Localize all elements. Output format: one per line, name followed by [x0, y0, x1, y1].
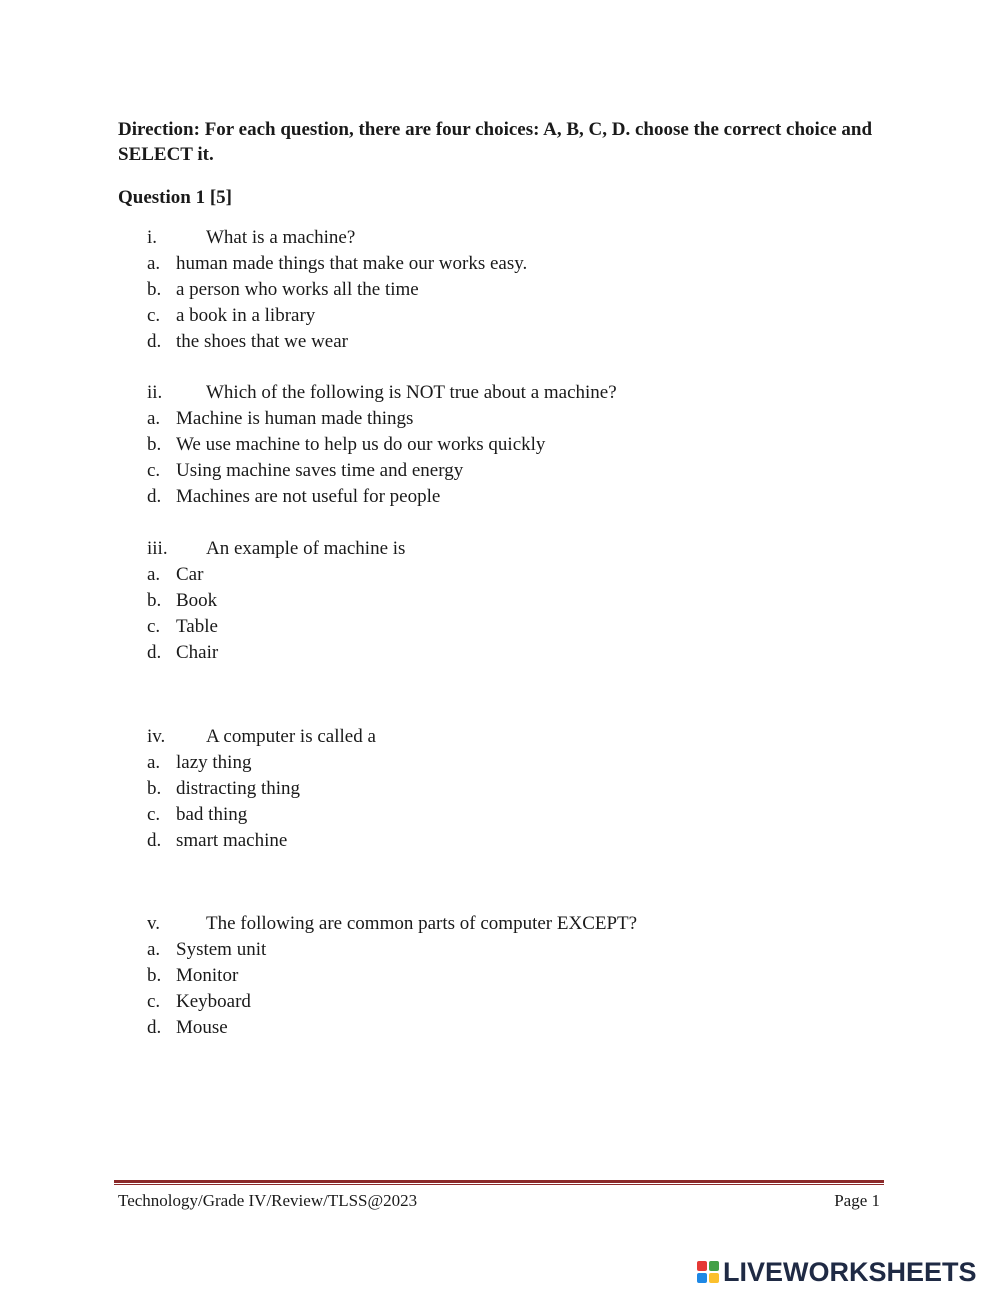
option-letter: a.	[147, 253, 161, 274]
option-text[interactable]: Chair	[176, 642, 219, 663]
option-4c[interactable]	[0, 802, 1000, 828]
logo-square-red	[697, 1261, 707, 1271]
option-text[interactable]: a person who works all the time	[176, 279, 419, 300]
question-line	[0, 724, 1000, 750]
option-5d[interactable]	[0, 1015, 1000, 1041]
option-letter: d.	[147, 331, 162, 352]
option-letter: d.	[147, 642, 162, 663]
liveworksheets-logo[interactable]	[697, 1258, 977, 1286]
option-letter: d.	[147, 1017, 162, 1038]
direction-text: Direction: For each question, there are four choices: A, B, C, D. choose the correct choice and SELECT it.	[118, 119, 873, 165]
option-letter: b.	[147, 279, 162, 300]
option-text[interactable]: Mouse	[176, 1017, 228, 1038]
question-block-4	[0, 724, 1000, 854]
liveworksheets-logo-text: LIVEWORKSHEETS	[723, 1257, 977, 1287]
question-number: ii.	[147, 382, 163, 403]
option-3c[interactable]	[0, 614, 1000, 640]
option-text[interactable]: human made things that make our works easy.	[176, 253, 528, 274]
option-4b[interactable]	[0, 776, 1000, 802]
option-text[interactable]: Car	[176, 564, 204, 585]
footer-divider	[114, 1180, 884, 1185]
option-2c[interactable]	[0, 458, 1000, 484]
logo-square-blue	[697, 1273, 707, 1283]
option-1c[interactable]	[0, 303, 1000, 329]
logo-square-green	[709, 1261, 719, 1271]
option-1d[interactable]	[0, 329, 1000, 355]
option-letter: c.	[147, 305, 161, 326]
option-letter: a.	[147, 939, 161, 960]
option-2a[interactable]	[0, 406, 1000, 432]
option-text[interactable]: distracting thing	[176, 778, 301, 799]
question-text: What is a machine?	[206, 227, 356, 248]
option-5a[interactable]	[0, 937, 1000, 963]
option-4d[interactable]	[0, 828, 1000, 854]
option-text[interactable]: Using machine saves time and energy	[176, 460, 464, 481]
question-line	[0, 536, 1000, 562]
option-letter: a.	[147, 752, 161, 773]
option-text[interactable]: Monitor	[176, 965, 239, 986]
option-text[interactable]: Machine is human made things	[176, 408, 414, 429]
option-text[interactable]: Machines are not useful for people	[176, 486, 441, 507]
question-number: iii.	[147, 538, 168, 559]
option-1b[interactable]	[0, 277, 1000, 303]
option-text[interactable]: smart machine	[176, 830, 288, 851]
question-text: A computer is called a	[206, 726, 376, 747]
option-text[interactable]: a book in a library	[176, 305, 316, 326]
question-number: i.	[147, 227, 158, 248]
option-4a[interactable]	[0, 750, 1000, 776]
liveworksheets-logo-icon	[697, 1261, 719, 1283]
question-line	[0, 225, 1000, 251]
question-heading: Question 1 [5]	[118, 187, 232, 208]
question-text: An example of machine is	[206, 538, 406, 559]
option-letter: b.	[147, 434, 162, 455]
option-letter: c.	[147, 804, 161, 825]
option-3a[interactable]	[0, 562, 1000, 588]
question-line	[0, 380, 1000, 406]
option-text[interactable]: Book	[176, 590, 218, 611]
option-text[interactable]: System unit	[176, 939, 267, 960]
option-5c[interactable]	[0, 989, 1000, 1015]
page-number: Page 1	[834, 1191, 880, 1210]
option-2d[interactable]	[0, 484, 1000, 510]
option-letter: c.	[147, 460, 161, 481]
option-letter: c.	[147, 991, 161, 1012]
option-letter: b.	[147, 590, 162, 611]
option-1a[interactable]	[0, 251, 1000, 277]
footer-course-label: Technology/Grade IV/Review/TLSS@2023	[118, 1191, 418, 1210]
option-letter: c.	[147, 616, 161, 637]
question-number: iv.	[147, 726, 166, 747]
option-text[interactable]: bad thing	[176, 804, 248, 825]
option-letter: a.	[147, 408, 161, 429]
option-3d[interactable]	[0, 640, 1000, 666]
option-text[interactable]: lazy thing	[176, 752, 252, 773]
question-block-2	[0, 380, 1000, 510]
question-text: The following are common parts of computer EXCEPT?	[206, 913, 638, 934]
option-letter: a.	[147, 564, 161, 585]
logo-square-yellow	[709, 1273, 719, 1283]
option-letter: d.	[147, 486, 162, 507]
option-letter: d.	[147, 830, 162, 851]
option-2b[interactable]	[0, 432, 1000, 458]
question-line	[0, 911, 1000, 937]
option-text[interactable]: We use machine to help us do our works quickly	[176, 434, 546, 455]
question-block-1	[0, 225, 1000, 355]
option-5b[interactable]	[0, 963, 1000, 989]
question-block-5	[0, 911, 1000, 1041]
question-text: Which of the following is NOT true about a machine?	[206, 382, 617, 403]
question-block-3	[0, 536, 1000, 666]
option-text[interactable]: Keyboard	[176, 991, 251, 1012]
option-letter: b.	[147, 965, 162, 986]
option-letter: b.	[147, 778, 162, 799]
question-number: v.	[147, 913, 161, 934]
option-text[interactable]: the shoes that we wear	[176, 331, 348, 352]
option-3b[interactable]	[0, 588, 1000, 614]
option-text[interactable]: Table	[176, 616, 218, 637]
